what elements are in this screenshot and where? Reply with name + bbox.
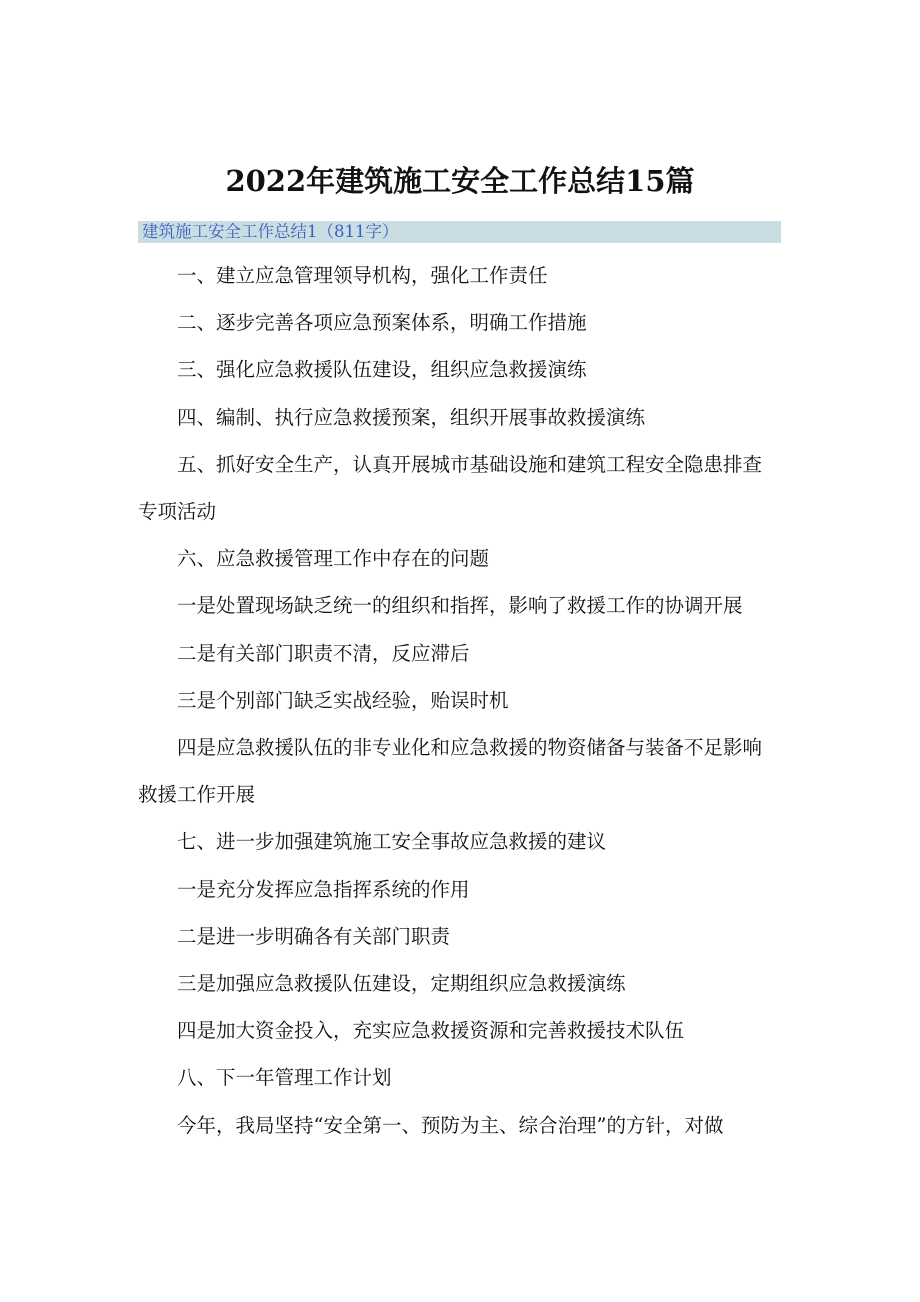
paragraph: 三是个别部门缺乏实战经验，贻误时机 — [177, 688, 509, 712]
paragraph: 八、下一年管理工作计划 — [177, 1066, 392, 1090]
paragraph: 四、编制、执行应急救援预案，组织开展事故救援演练 — [177, 405, 646, 429]
paragraph: 三、强化应急救援队伍建设，组织应急救援演练 — [177, 358, 587, 382]
document-body — [138, 252, 780, 1149]
paragraph: 四是加大资金投入，充实应急救援资源和完善救援技术队伍 — [177, 1019, 685, 1043]
paragraph: 四是应急救援队伍的非专业化和应急救援的物资储备与装备不足影响救援工作开展 — [138, 736, 763, 807]
paragraph: 今年，我局坚持“安全第一、预防为主、综合治理”的方针，对做 — [177, 1113, 724, 1137]
paragraph: 一、建立应急管理领导机构，强化工作责任 — [177, 264, 548, 287]
paragraph: 一是充分发挥应急指挥系统的作用 — [177, 877, 470, 901]
paragraph: 五、抓好安全生产，认真开展城市基础设施和建筑工程安全隐患排查专项活动 — [138, 452, 763, 524]
document-title: 2022年建筑施工安全工作总结15篇 — [225, 164, 695, 199]
paragraph: 七、进一步加强建筑施工安全事故应急救援的建议 — [177, 830, 607, 854]
section-heading[interactable]: 建筑施工安全工作总结1（811字） — [138, 221, 781, 243]
paragraph: 三是加强应急救援队伍建设，定期组织应急救援演练 — [177, 972, 626, 996]
paragraph: 二、逐步完善各项应急预案体系，明确工作措施 — [177, 311, 587, 335]
paragraph: 二是进一步明确各有关部门职责 — [177, 924, 451, 948]
paragraph: 一是处置现场缺乏统一的组织和指挥，影响了救援工作的协调开展 — [177, 594, 743, 618]
paragraph: 六、应急救援管理工作中存在的问题 — [177, 547, 490, 571]
paragraph: 二是有关部门职责不清，反应滞后 — [177, 641, 470, 665]
